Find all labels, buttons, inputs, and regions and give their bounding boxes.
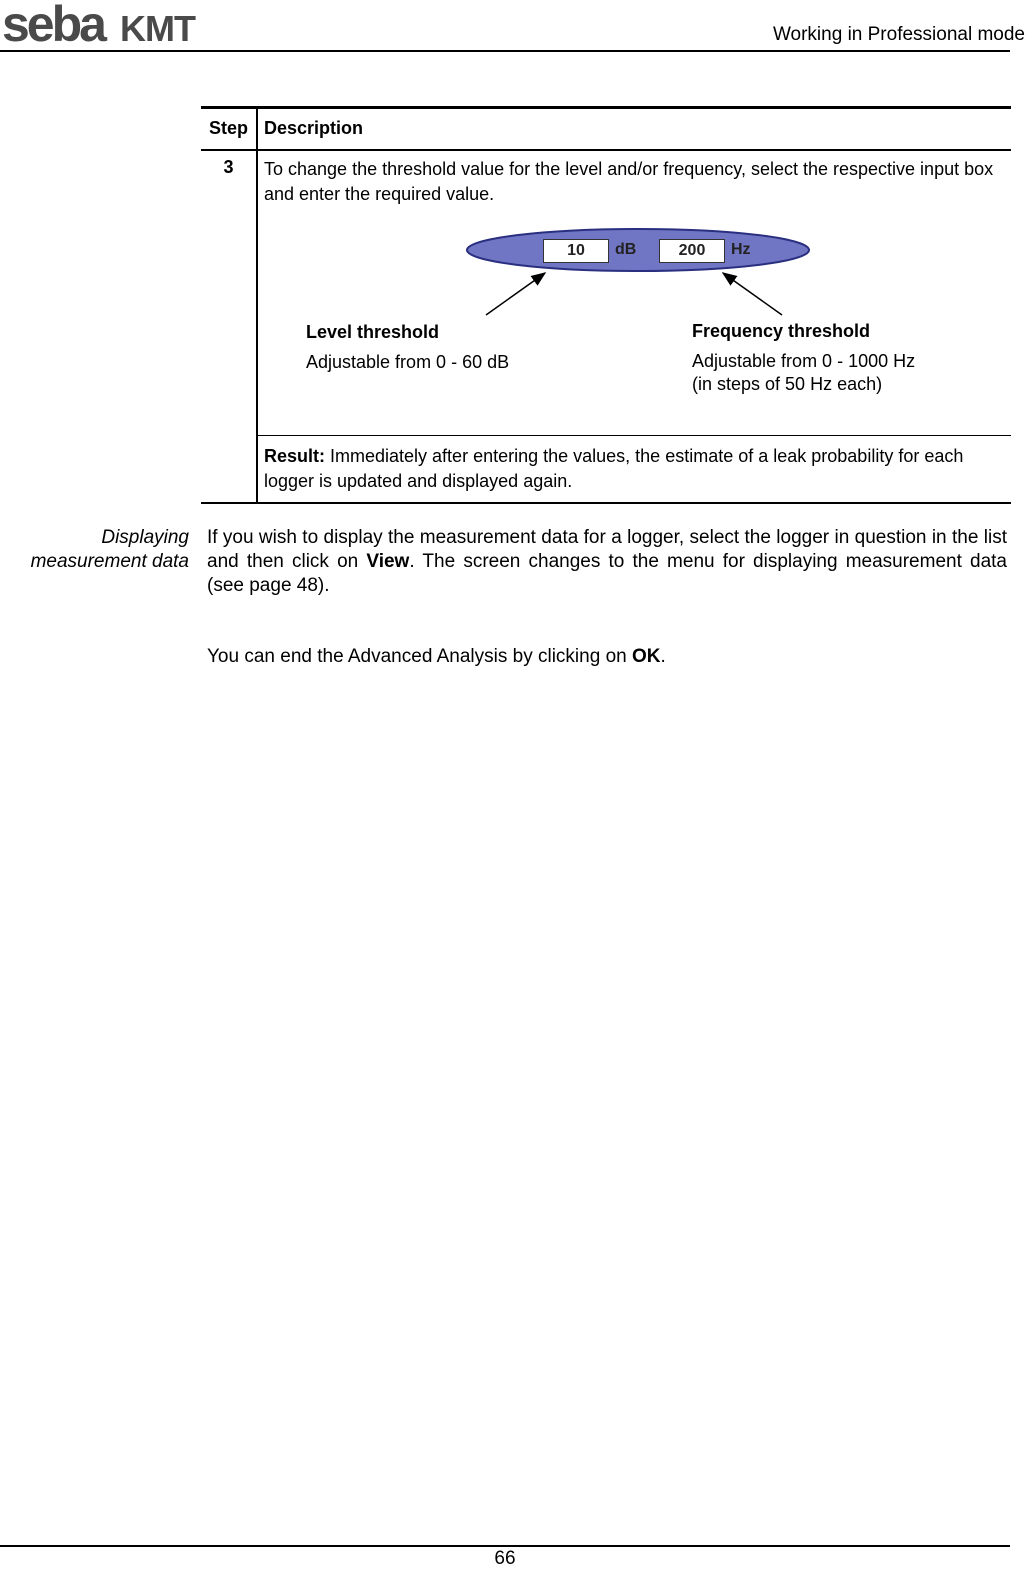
svg-text:seba: seba (2, 0, 104, 46)
step-number: 3 (201, 150, 257, 503)
header-title: Working in Professional mode (772, 24, 1025, 45)
result-text: Immediately after entering the values, the estimate of a leak probability for each logger is updated and displayed again. (264, 446, 964, 491)
display-data-paragraph (207, 526, 1007, 598)
end-analysis-paragraph (207, 645, 1007, 669)
frequency-unit-label: Hz (731, 241, 751, 258)
para1-text-a: If you wish to display the measurement data for a logger, select the logger in question in the list and then click on (207, 527, 1007, 572)
margin-note (31, 526, 189, 574)
ok-keyword: OK (631, 646, 661, 667)
level-unit-label: dB (615, 241, 637, 258)
column-header-description: Description (257, 108, 1011, 151)
margin-note-line2: measurement data (30, 551, 189, 572)
frequency-threshold-steps: (in steps of 50 Hz each) (692, 374, 883, 394)
header-divider (0, 50, 1010, 52)
level-threshold-callout (306, 321, 509, 374)
level-threshold-title: Level threshold (306, 322, 440, 342)
margin-note-line1: Displaying (101, 527, 189, 548)
threshold-panel (465, 227, 811, 273)
para1-text-b: . The screen changes to the menu for displaying measurement data (see page 48). (207, 551, 1007, 596)
sebakmt-logo (2, 0, 224, 46)
threshold-illustration (264, 207, 1011, 435)
step-description-cell (257, 150, 1011, 436)
frequency-threshold-range: Adjustable from 0 - 1000 Hz (692, 351, 916, 371)
para2-text-b: . (660, 646, 666, 667)
page-number: 66 (494, 1548, 516, 1569)
step-text: To change the threshold value for the level and/or frequency, select the respective input box and enter the required value. (264, 159, 994, 204)
result-label: Result: (264, 446, 326, 466)
footer-divider (0, 1545, 1010, 1547)
frequency-threshold-title: Frequency threshold (692, 321, 871, 341)
svg-text:KMT: KMT (120, 8, 195, 46)
view-keyword: View (366, 551, 410, 572)
result-cell (257, 436, 1011, 504)
column-header-step: Step (201, 108, 257, 151)
step-table (201, 106, 1011, 504)
level-threshold-input[interactable]: 10 (543, 239, 609, 263)
level-threshold-range: Adjustable from 0 - 60 dB (306, 352, 510, 372)
threshold-panel-oval (465, 227, 811, 273)
frequency-threshold-input[interactable]: 200 (659, 239, 725, 263)
para2-text-a: You can end the Advanced Analysis by clicking on (207, 646, 632, 667)
frequency-threshold-callout (692, 320, 915, 396)
